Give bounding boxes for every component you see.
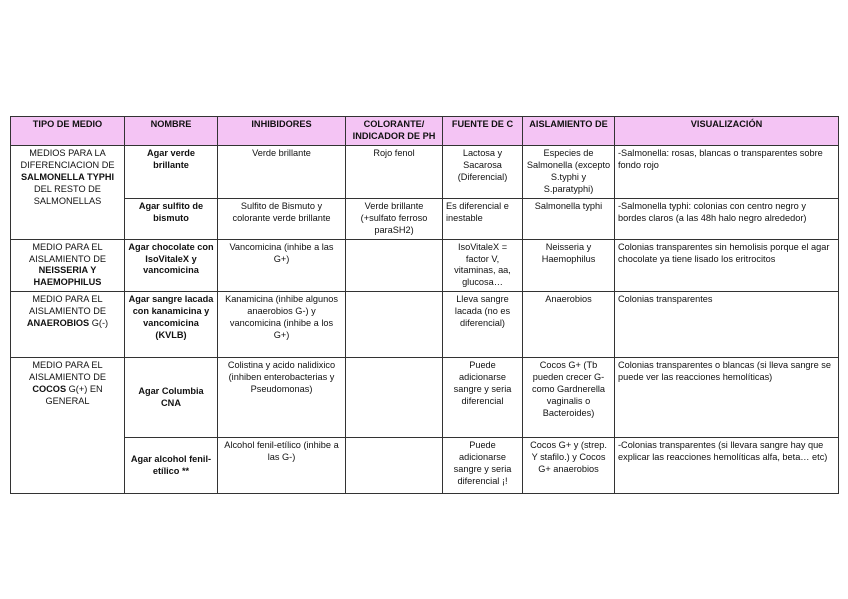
header-row: [11, 117, 839, 146]
inhibidores-cell: Sulfito de Bismuto y colorante verde brillante: [218, 198, 346, 239]
header-colorante: COLORANTE/ INDICADOR DE PH: [346, 117, 443, 146]
medium-type-cell: MEDIO PARA EL AISLAMIENTO DE COCOS G(+) EN GENERAL: [11, 358, 125, 494]
inhibidores-cell: Verde brillante: [218, 145, 346, 198]
inhibidores-cell: Kanamicina (inhibe algunos anaerobios G-) y vancomicina (inhibe a los G+): [218, 292, 346, 358]
table-row: [11, 239, 839, 292]
header-tipo: TIPO DE MEDIO: [11, 117, 125, 146]
colorante-cell: Verde brillante (+sulfato ferroso paraSH2): [346, 198, 443, 239]
medium-type-cell: MEDIO PARA EL AISLAMIENTO DE ANAEROBIOS G(-): [11, 292, 125, 358]
fuente-cell: Lleva sangre lacada (no es diferencial): [443, 292, 523, 358]
table-row: [11, 292, 839, 358]
fuente-cell: Es diferencial e inestable: [443, 198, 523, 239]
visualizacion-cell: Colonias transparentes sin hemolisis porque el agar chocolate ya tiene lisado los eritrocitos: [615, 239, 839, 292]
aislamiento-cell: Salmonella typhi: [523, 198, 615, 239]
colorante-cell: [346, 239, 443, 292]
inhibidores-cell: Vancomicina (inhibe a las G+): [218, 239, 346, 292]
colorante-cell: [346, 358, 443, 438]
aislamiento-cell: Neisseria y Haemophilus: [523, 239, 615, 292]
aislamiento-cell: Cocos G+ (Tb pueden crecer G- como Gardnerella vaginalis o Bacteroides): [523, 358, 615, 438]
nombre-cell: Agar verde brillante: [125, 145, 218, 198]
nombre-cell: Agar sulfito de bismuto: [125, 198, 218, 239]
fuente-cell: Puede adicionarse sangre y seria diferencial: [443, 358, 523, 438]
culture-media-table: [10, 116, 839, 494]
visualizacion-cell: Colonias transparentes o blancas (si lleva sangre se puede ver las reacciones hemolíticas): [615, 358, 839, 438]
nombre-cell: Agar chocolate con IsoVitaleX y vancomicina: [125, 239, 218, 292]
table-row: [11, 358, 839, 438]
colorante-cell: Rojo fenol: [346, 145, 443, 198]
header-nombre: NOMBRE: [125, 117, 218, 146]
table-row: [11, 145, 839, 198]
medium-type-cell: MEDIOS PARA LA DIFERENCIACION DE SALMONELLA TYPHI DEL RESTO DE SALMONELLAS: [11, 145, 125, 239]
nombre-cell: Agar Columbia CNA: [125, 358, 218, 438]
header-inhibidores: INHIBIDORES: [218, 117, 346, 146]
fuente-cell: IsoVitaleX = factor V, vitaminas, aa, glucosa…: [443, 239, 523, 292]
header-visualizacion: VISUALIZACIÓN: [615, 117, 839, 146]
nombre-cell: Agar sangre lacada con kanamicina y vancomicina (KVLB): [125, 292, 218, 358]
medium-type-cell: MEDIO PARA EL AISLAMIENTO DE NEISSERIA Y HAEMOPHILUS: [11, 239, 125, 292]
table-row: [11, 438, 839, 494]
visualizacion-cell: -Salmonella typhi: colonias con centro negro y bordes claros (a las 48h halo negro alrededor): [615, 198, 839, 239]
colorante-cell: [346, 292, 443, 358]
inhibidores-cell: Alcohol fenil-etílico (inhibe a las G-): [218, 438, 346, 494]
inhibidores-cell: Colistina y acido nalidixico (inhiben enterobacterias y Pseudomonas): [218, 358, 346, 438]
colorante-cell: [346, 438, 443, 494]
aislamiento-cell: Especies de Salmonella (excepto S.typhi y S.paratyphi): [523, 145, 615, 198]
table-row: [11, 198, 839, 239]
fuente-cell: Lactosa y Sacarosa (Diferencial): [443, 145, 523, 198]
aislamiento-cell: Cocos G+ y (strep. Y stafilo.) y Cocos G+ anaerobios: [523, 438, 615, 494]
visualizacion-cell: Colonias transparentes: [615, 292, 839, 358]
nombre-cell: Agar alcohol fenil-etílico **: [125, 438, 218, 494]
header-fuente: FUENTE DE C: [443, 117, 523, 146]
aislamiento-cell: Anaerobios: [523, 292, 615, 358]
fuente-cell: Puede adicionarse sangre y seria diferencial ¡!: [443, 438, 523, 494]
visualizacion-cell: -Salmonella: rosas, blancas o transparentes sobre fondo rojo: [615, 145, 839, 198]
visualizacion-cell: -Colonias transparentes (si llevara sangre hay que explicar las reacciones hemolíticas alfa, beta… etc): [615, 438, 839, 494]
header-aislamiento: AISLAMIENTO DE: [523, 117, 615, 146]
